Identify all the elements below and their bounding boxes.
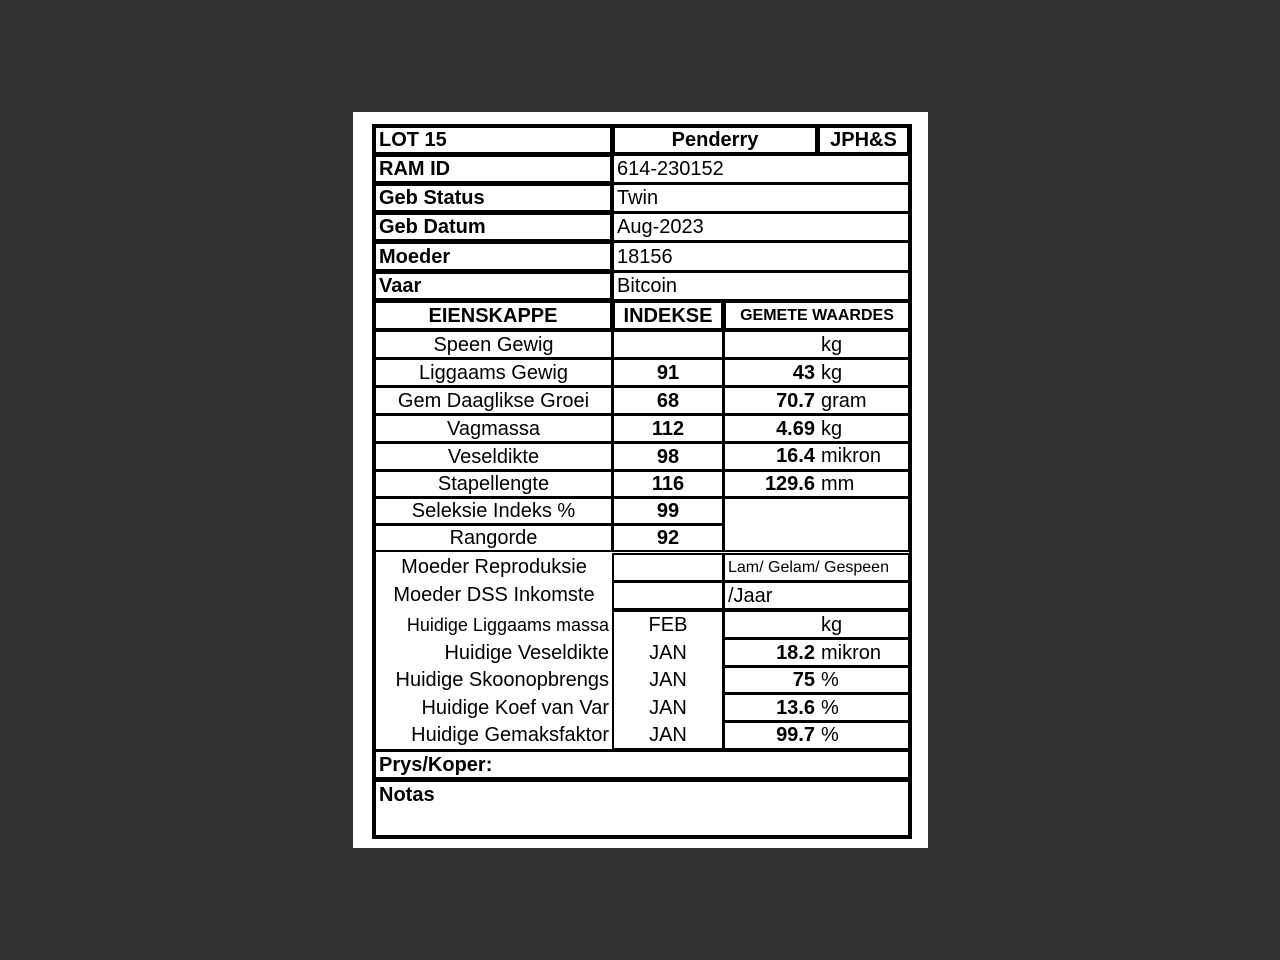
current-unit: kg <box>821 614 843 636</box>
trait-value: 43 <box>792 362 815 384</box>
reproduction-value: /Jaar <box>723 581 910 610</box>
trait-value: 16.4 <box>776 445 815 467</box>
trait-name: Stapellengte <box>374 470 613 498</box>
summary-name: Rangorde <box>374 524 613 552</box>
trait-name: Liggaams Gewig <box>374 358 613 387</box>
trait-unit: kg <box>821 362 843 384</box>
trait-unit: gram <box>821 390 867 412</box>
summary-index: 99 <box>612 497 724 525</box>
lot-number: LOT 15 <box>373 125 613 155</box>
current-value: 13.6 <box>776 697 815 719</box>
detail-label: RAM ID <box>373 154 613 184</box>
current-unit: % <box>821 724 839 746</box>
current-name: Huidige Liggaams massa <box>406 615 609 635</box>
trait-value: 129.6 <box>764 473 815 495</box>
current-month: JAN <box>649 642 687 664</box>
trait-unit: kg <box>821 418 843 440</box>
lot-card <box>353 112 928 848</box>
current-month: JAN <box>649 669 687 691</box>
current-name: Huidige Veseldikte <box>444 642 609 664</box>
current-name: Huidige Koef van Var <box>421 697 609 719</box>
detail-value: Bitcoin <box>612 271 910 301</box>
detail-label: Geb Datum <box>373 212 613 242</box>
index-header: INDEKSE <box>612 300 724 331</box>
trait-measured <box>723 330 910 359</box>
trait-name: Veseldikte <box>374 442 613 471</box>
detail-label: Moeder <box>373 241 613 272</box>
trait-name: Vagmassa <box>374 414 613 443</box>
summary-name: Seleksie Indeks % <box>374 497 613 525</box>
summary-blank <box>723 497 910 552</box>
breeder-name: JPH&S <box>817 125 910 155</box>
current-unit: mikron <box>821 642 882 664</box>
reproduction-index <box>612 581 724 610</box>
lot-sheet <box>353 112 928 848</box>
detail-label: Vaar <box>373 271 613 301</box>
current-name: Huidige Gemaksfaktor <box>411 724 609 746</box>
trait-unit: mikron <box>821 445 882 467</box>
current-unit: % <box>821 669 839 691</box>
detail-label: Geb Status <box>373 183 613 213</box>
reproduction-value: Lam/ Gelam/ Gespeen <box>723 553 910 582</box>
farm-name: Penderry <box>612 125 818 155</box>
trait-unit: mm <box>821 473 855 495</box>
current-month: JAN <box>649 697 687 719</box>
trait-index: 98 <box>612 442 724 471</box>
reproduction-name: Moeder Reproduksie <box>401 556 587 578</box>
reproduction-index <box>612 553 724 582</box>
trait-name: Gem Daaglikse Groei <box>374 386 613 415</box>
trait-index: 112 <box>612 414 724 443</box>
trait-name: Speen Gewig <box>374 330 613 359</box>
trait-index: 116 <box>612 470 724 498</box>
current-value: 99.7 <box>776 724 815 746</box>
reproduction-name: Moeder DSS Inkomste <box>393 584 595 606</box>
current-month: JAN <box>649 724 687 746</box>
detail-value: Aug-2023 <box>612 212 910 242</box>
measured-header: GEMETE WAARDES <box>723 300 911 331</box>
detail-value: 614-230152 <box>612 154 910 184</box>
trait-value: 70.7 <box>776 390 815 412</box>
current-name: Huidige Skoonopbrengs <box>395 669 609 691</box>
current-measured <box>723 610 910 639</box>
trait-unit: kg <box>821 334 843 356</box>
trait-index: 68 <box>612 386 724 415</box>
trait-index: 91 <box>612 358 724 387</box>
current-value: 18.2 <box>776 642 815 664</box>
current-value: 75 <box>792 669 815 691</box>
notes-field[interactable]: Notas <box>373 779 911 838</box>
trait-value: 4.69 <box>776 418 815 440</box>
trait-index <box>612 330 724 359</box>
price-buyer-field[interactable]: Prys/Koper: <box>373 749 911 780</box>
current-unit: % <box>821 697 839 719</box>
summary-index: 92 <box>612 524 724 552</box>
detail-value: Twin <box>612 183 910 213</box>
current-month: FEB <box>648 614 688 636</box>
detail-value: 18156 <box>612 241 910 272</box>
traits-header: EIENSKAPPE <box>373 300 613 331</box>
